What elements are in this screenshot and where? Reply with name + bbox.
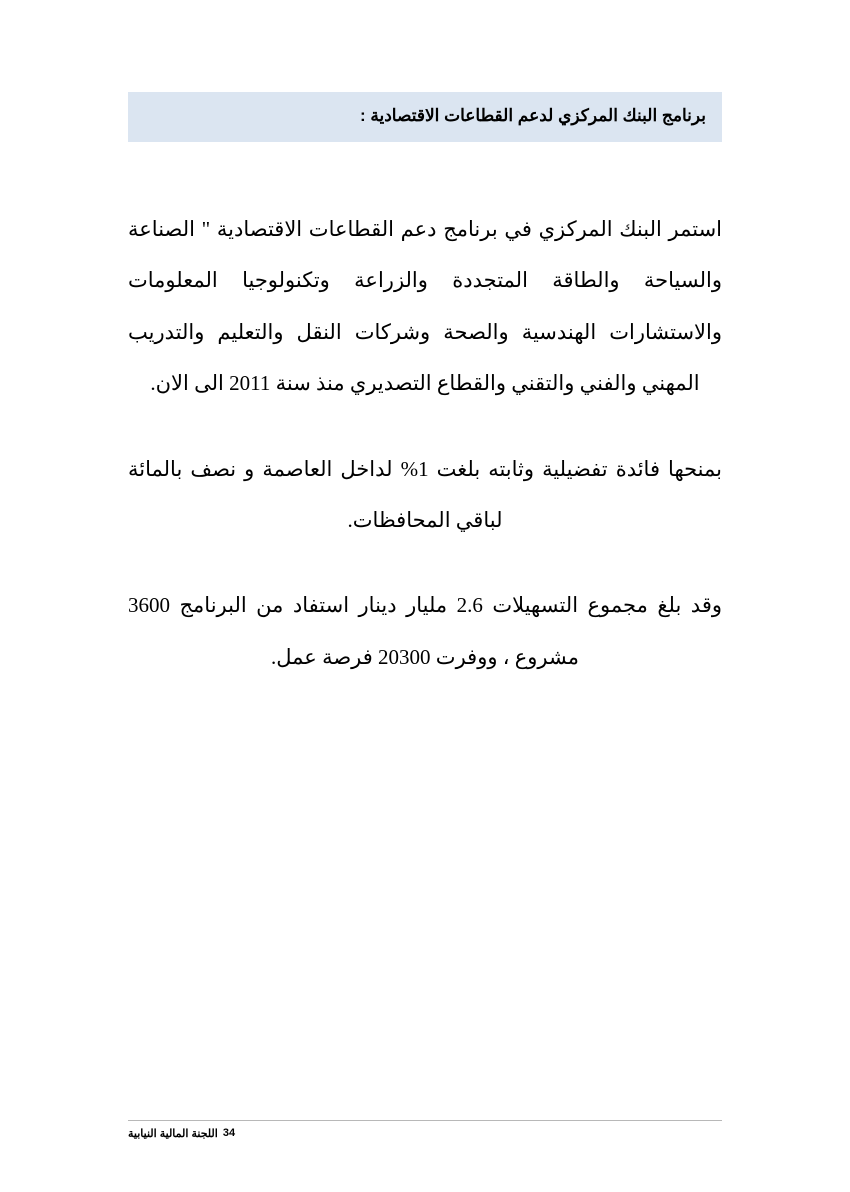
paragraph-2: بمنحها فائدة تفضيلية وثابته بلغت 1% لداخل العاصمة و نصف بالمائة لباقي المحافظات. (128, 456, 722, 532)
page-title: برنامج البنك المركزي لدعم القطاعات الاقتصادية : (359, 106, 706, 125)
paragraph-1: استمر البنك المركزي في برنامج دعم القطاعات الاقتصادية " الصناعة والسياحة والطاقة المتجددة والزراعة وتكنولوجيا المعلومات والاستشارات الهندسية والصحة وشركات النقل والتعليم والتدريب المهني والفني والتقني والقطاع التصديري منذ سنة 2011 الى الان. (128, 216, 722, 396)
footer-page-number: 34 (222, 1127, 236, 1139)
footer-row (128, 1127, 722, 1140)
footer-content (128, 1127, 235, 1140)
footer-divider (128, 1120, 722, 1121)
page-content (128, 92, 722, 697)
paragraph-3: وقد بلغ مجموع التسهيلات 2.6 مليار دينار استفاد من البرنامج 3600 مشروع ، ووفرت 20300 فرصة عمل. (128, 593, 722, 669)
page-footer (128, 1120, 722, 1140)
body-text-block (128, 204, 722, 684)
section-title-band (128, 92, 722, 142)
footer-label: اللجنة المالية النيابية (128, 1128, 218, 1140)
